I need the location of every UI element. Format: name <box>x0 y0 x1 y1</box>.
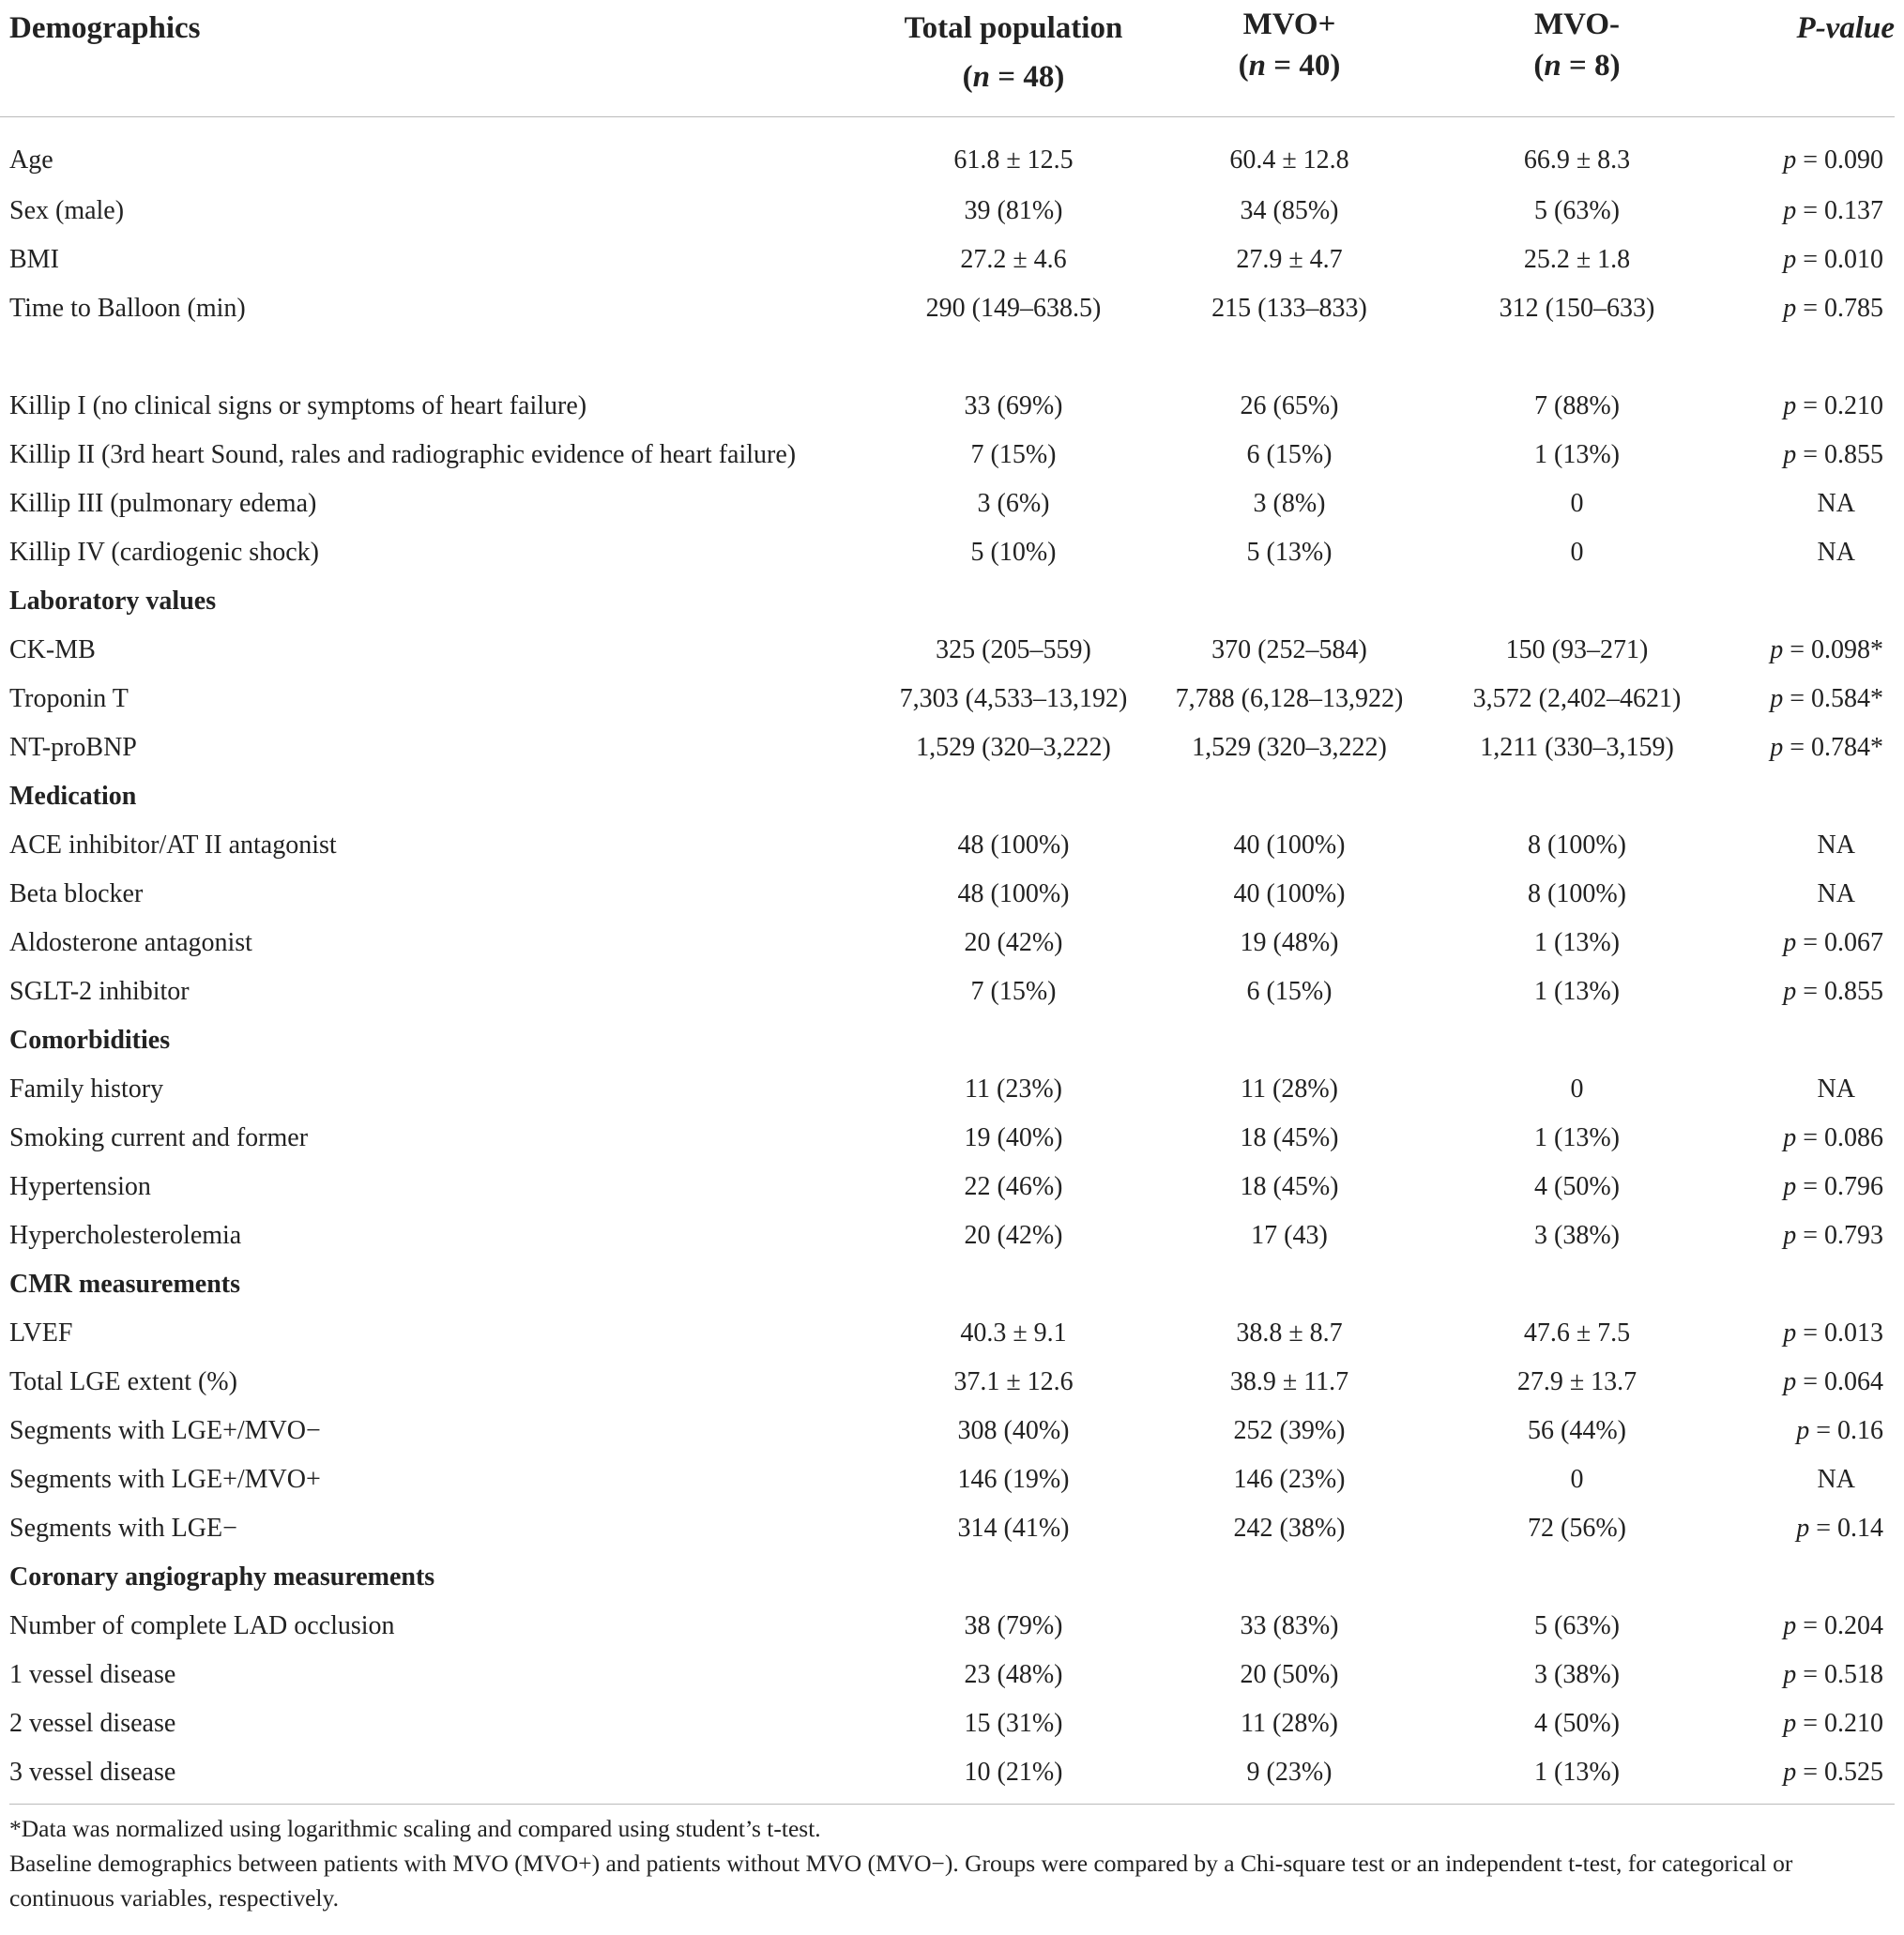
cell-mvo-negative: 5 (63%) <box>1534 1611 1620 1640</box>
cell-total-population: 1,529 (320–3,222) <box>916 733 1111 762</box>
cell-pvalue <box>1729 431 1895 480</box>
cell-mvo-positive: 18 (45%) <box>1240 1172 1339 1201</box>
n-symbol: n <box>972 60 991 94</box>
cell-pvalue: NA <box>1817 1074 1855 1104</box>
row-label: Time to Balloon (min) <box>9 294 246 323</box>
header-total-label: Total population <box>904 11 1123 45</box>
row-label: Killip III (pulmonary edema) <box>9 489 317 518</box>
row-label: SGLT-2 inhibitor <box>9 977 190 1006</box>
table-row <box>0 528 1895 577</box>
cell-total-population: 38 (79%) <box>964 1611 1063 1640</box>
cell-mvo-positive: 26 (65%) <box>1240 391 1339 420</box>
cell-total-population: 10 (21%) <box>964 1758 1063 1787</box>
cell-mvo-positive: 11 (28%) <box>1241 1709 1338 1738</box>
row-label: Beta blocker <box>9 879 144 908</box>
pvalue-number: = 0.090 <box>1796 145 1883 175</box>
cell-pvalue: NA <box>1817 830 1855 860</box>
table-row <box>0 870 1895 919</box>
cell-pvalue: NA <box>1817 489 1855 518</box>
cell-pvalue <box>1729 724 1895 772</box>
section-row <box>0 577 1895 626</box>
cell-total-population: 27.2 ± 4.6 <box>960 245 1067 274</box>
cell-total-population: 61.8 ± 12.5 <box>953 145 1074 175</box>
row-label: Hypercholesterolemia <box>9 1221 242 1250</box>
header-mvo-positive-n: (n = 40) <box>1238 49 1341 83</box>
cell-pvalue <box>1729 236 1895 284</box>
row-label: Sex (male) <box>9 196 125 225</box>
row-label: Killip II (3rd heart Sound, rales and radiographic evidence of heart failure) <box>9 440 797 469</box>
row-label: Troponin T <box>9 684 129 713</box>
cell-mvo-positive: 6 (15%) <box>1246 977 1333 1006</box>
cell-mvo-positive: 34 (85%) <box>1240 196 1339 225</box>
table-row <box>0 1699 1895 1748</box>
pvalue-symbol: p <box>1783 440 1797 469</box>
pvalue-symbol: p <box>1783 928 1797 957</box>
cell-mvo-positive: 40 (100%) <box>1233 879 1346 908</box>
table-row <box>0 1211 1895 1260</box>
table-row <box>0 1358 1895 1407</box>
pvalue-symbol: p <box>1783 1123 1797 1152</box>
table-row <box>0 968 1895 1016</box>
table-row <box>0 236 1895 284</box>
table-row <box>0 919 1895 968</box>
spacer-cell <box>0 333 1895 382</box>
cell-mvo-negative: 4 (50%) <box>1534 1709 1620 1738</box>
cell-mvo-negative: 0 <box>1570 1074 1584 1104</box>
pvalue-number: = 0.067 <box>1796 928 1883 957</box>
cell-mvo-positive: 17 (43) <box>1251 1221 1328 1250</box>
cell-total-population: 20 (42%) <box>964 1221 1063 1250</box>
pvalue-number: = 0.137 <box>1796 196 1883 225</box>
row-label: Segments with LGE+/MVO− <box>9 1416 321 1445</box>
cell-pvalue <box>1729 1602 1895 1651</box>
row-label: Family history <box>9 1074 164 1104</box>
section-row <box>0 1016 1895 1065</box>
n-symbol: n <box>1248 49 1267 83</box>
cell-mvo-negative: 1,211 (330–3,159) <box>1480 733 1674 762</box>
cell-mvo-positive: 27.9 ± 4.7 <box>1236 245 1343 274</box>
pvalue-symbol: p <box>1783 1172 1797 1201</box>
cell-pvalue <box>1729 968 1895 1016</box>
table-row <box>0 480 1895 528</box>
row-label: Aldosterone antagonist <box>9 928 252 957</box>
cell-pvalue <box>1729 626 1895 675</box>
table-row <box>0 1065 1895 1114</box>
pvalue-symbol: p <box>1783 145 1797 175</box>
row-label: Killip I (no clinical signs or symptoms of heart failure) <box>9 391 587 420</box>
table-row <box>0 1651 1895 1699</box>
section-label: Coronary angiography measurements <box>9 1562 435 1592</box>
pvalue-symbol: p <box>1796 1416 1810 1445</box>
cell-mvo-negative: 7 (88%) <box>1534 391 1620 420</box>
cell-total-population: 22 (46%) <box>964 1172 1063 1201</box>
pvalue-number: = 0.796 <box>1796 1172 1883 1201</box>
pvalue-number: = 0.784* <box>1783 733 1883 762</box>
cell-total-population: 37.1 ± 12.6 <box>953 1367 1074 1396</box>
table-footnotes <box>9 1811 1895 1915</box>
cell-total-population: 290 (149–638.5) <box>925 294 1102 323</box>
cell-pvalue <box>1729 1309 1895 1358</box>
table-row <box>0 821 1895 870</box>
table-row <box>0 1455 1895 1504</box>
table-row <box>0 382 1895 431</box>
pvalue-symbol: p <box>1770 733 1784 762</box>
pvalue-number: = 0.855 <box>1796 440 1883 469</box>
table-row <box>0 626 1895 675</box>
table-row <box>0 1114 1895 1163</box>
cell-pvalue <box>1729 1651 1895 1699</box>
cell-mvo-negative: 3 (38%) <box>1534 1221 1620 1250</box>
cell-total-population: 39 (81%) <box>964 196 1063 225</box>
cell-mvo-negative: 56 (44%) <box>1528 1416 1626 1445</box>
header-mvo-negative <box>1424 0 1729 117</box>
pvalue-number: = 0.584* <box>1783 684 1883 713</box>
row-label: BMI <box>9 245 59 274</box>
pvalue-number: = 0.013 <box>1796 1318 1883 1348</box>
pvalue-symbol: p <box>1783 391 1797 420</box>
cell-mvo-negative: 1 (13%) <box>1534 1758 1620 1787</box>
table-row <box>0 117 1895 188</box>
cell-mvo-positive: 370 (252–584) <box>1211 635 1367 664</box>
cell-mvo-negative: 8 (100%) <box>1528 879 1626 908</box>
cell-pvalue <box>1729 187 1895 236</box>
section-label: CMR measurements <box>9 1270 240 1299</box>
header-pvalue-label: P-value <box>1796 11 1895 45</box>
row-label: Segments with LGE− <box>9 1514 237 1543</box>
table-body <box>0 117 1895 1798</box>
cell-total-population: 325 (205–559) <box>936 635 1091 664</box>
header-demographics-label: Demographics <box>9 11 201 45</box>
pvalue-symbol: p <box>1796 1514 1810 1543</box>
cell-total-population: 15 (31%) <box>964 1709 1063 1738</box>
header-mvo-positive-label: MVO+ <box>1242 8 1336 41</box>
pvalue-symbol: p <box>1770 684 1784 713</box>
cell-pvalue <box>1729 1504 1895 1553</box>
cell-total-population: 7 (15%) <box>970 977 1057 1006</box>
section-label: Comorbidities <box>9 1026 171 1055</box>
table-row <box>0 187 1895 236</box>
section-label: Medication <box>9 782 137 811</box>
pvalue-number: = 0.793 <box>1796 1221 1883 1250</box>
cell-mvo-positive: 18 (45%) <box>1240 1123 1339 1152</box>
cell-mvo-positive: 38.9 ± 11.7 <box>1229 1367 1349 1396</box>
cell-mvo-negative: 0 <box>1570 489 1584 518</box>
table-row <box>0 1748 1895 1797</box>
cell-pvalue: NA <box>1817 1465 1855 1494</box>
cell-pvalue <box>1729 1699 1895 1748</box>
cell-mvo-positive: 252 (39%) <box>1233 1416 1346 1445</box>
pvalue-number: = 0.518 <box>1796 1660 1883 1689</box>
cell-pvalue <box>1729 117 1895 188</box>
cell-mvo-negative: 4 (50%) <box>1534 1172 1620 1201</box>
cell-mvo-positive: 3 (8%) <box>1253 489 1326 518</box>
cell-pvalue <box>1729 919 1895 968</box>
table-row <box>0 1602 1895 1651</box>
row-label: ACE inhibitor/AT II antagonist <box>9 830 337 860</box>
row-label: Total LGE extent (%) <box>9 1367 237 1396</box>
pvalue-symbol: p <box>1783 977 1797 1006</box>
cell-mvo-positive: 146 (23%) <box>1233 1465 1346 1494</box>
cell-pvalue <box>1729 1407 1895 1455</box>
section-row <box>0 772 1895 821</box>
cell-pvalue <box>1729 382 1895 431</box>
pvalue-number: = 0.14 <box>1809 1514 1883 1543</box>
footnote-caption: Baseline demographics between patients with MVO (MVO+) and patients without MVO (MVO−). Groups were compared by a Chi-square test or an independent t-test, for categorical or continuous variables, respectively. <box>9 1850 1793 1912</box>
cell-total-population: 308 (40%) <box>957 1416 1070 1445</box>
cell-pvalue <box>1729 284 1895 333</box>
cell-mvo-positive: 33 (83%) <box>1240 1611 1339 1640</box>
cell-mvo-negative: 8 (100%) <box>1528 830 1626 860</box>
pvalue-number: = 0.086 <box>1796 1123 1883 1152</box>
cell-total-population: 146 (19%) <box>957 1465 1070 1494</box>
cell-mvo-negative: 0 <box>1570 1465 1584 1494</box>
header-mvo-positive <box>1154 0 1424 117</box>
pvalue-symbol: p <box>1783 245 1797 274</box>
row-label: Killip IV (cardiogenic shock) <box>9 538 319 567</box>
n-symbol: n <box>1544 49 1561 83</box>
footnote-asterisk: *Data was normalized using logarithmic scaling and compared using student’s t-test. <box>9 1815 821 1842</box>
cell-pvalue <box>1729 675 1895 724</box>
section-label: Laboratory values <box>9 587 217 616</box>
cell-total-population: 33 (69%) <box>964 391 1063 420</box>
footer-divider <box>9 1804 1895 1805</box>
pvalue-number: = 0.210 <box>1796 391 1883 420</box>
row-label: Hypertension <box>9 1172 151 1201</box>
pvalue-symbol: p <box>1783 1758 1797 1787</box>
cell-total-population: 19 (40%) <box>964 1123 1063 1152</box>
table-header <box>0 0 1895 117</box>
header-pvalue <box>1729 0 1895 117</box>
header-total-population <box>873 0 1154 117</box>
spacer-row <box>0 333 1895 382</box>
row-label: Age <box>9 145 53 175</box>
pvalue-number: = 0.16 <box>1809 1416 1883 1445</box>
cell-mvo-negative: 150 (93–271) <box>1505 635 1649 664</box>
cell-total-population: 23 (48%) <box>964 1660 1063 1689</box>
section-row <box>0 1260 1895 1309</box>
pvalue-symbol: p <box>1783 1660 1797 1689</box>
pvalue-symbol: p <box>1783 1221 1797 1250</box>
pvalue-number: = 0.855 <box>1796 977 1883 1006</box>
section-row <box>0 1553 1895 1602</box>
cell-mvo-positive: 1,529 (320–3,222) <box>1192 733 1387 762</box>
cell-mvo-negative: 312 (150–633) <box>1499 294 1655 323</box>
cell-mvo-positive: 20 (50%) <box>1240 1660 1339 1689</box>
cell-mvo-negative: 1 (13%) <box>1534 440 1620 469</box>
row-label: 3 vessel disease <box>9 1758 176 1787</box>
table-row <box>0 284 1895 333</box>
row-label: 1 vessel disease <box>9 1660 176 1689</box>
cell-pvalue: NA <box>1817 538 1855 567</box>
table-row <box>0 1309 1895 1358</box>
cell-mvo-negative: 25.2 ± 1.8 <box>1523 245 1631 274</box>
cell-mvo-positive: 38.8 ± 8.7 <box>1236 1318 1343 1348</box>
pvalue-symbol: p <box>1770 635 1784 664</box>
cell-total-population: 48 (100%) <box>957 830 1070 860</box>
cell-mvo-positive: 6 (15%) <box>1246 440 1333 469</box>
table-row <box>0 1504 1895 1553</box>
table-row <box>0 675 1895 724</box>
row-label: LVEF <box>9 1318 73 1348</box>
cell-mvo-positive: 40 (100%) <box>1233 830 1346 860</box>
cell-mvo-negative: 27.9 ± 13.7 <box>1516 1367 1637 1396</box>
cell-mvo-positive: 5 (13%) <box>1246 538 1333 567</box>
cell-mvo-positive: 215 (133–833) <box>1211 294 1367 323</box>
cell-pvalue: NA <box>1817 879 1855 908</box>
pvalue-number: = 0.204 <box>1796 1611 1883 1640</box>
cell-total-population: 314 (41%) <box>957 1514 1070 1543</box>
cell-mvo-negative: 1 (13%) <box>1534 977 1620 1006</box>
cell-mvo-negative: 66.9 ± 8.3 <box>1523 145 1631 175</box>
row-label: Smoking current and former <box>9 1123 309 1152</box>
row-label: Segments with LGE+/MVO+ <box>9 1465 321 1494</box>
cell-mvo-positive: 19 (48%) <box>1240 928 1339 957</box>
row-label: CK-MB <box>9 635 96 664</box>
cell-mvo-negative: 5 (63%) <box>1534 196 1620 225</box>
pvalue-symbol: p <box>1783 1318 1797 1348</box>
cell-total-population: 3 (6%) <box>977 489 1050 518</box>
header-total-n: (n = 48) <box>962 60 1065 94</box>
cell-total-population: 11 (23%) <box>965 1074 1062 1104</box>
table-row <box>0 1407 1895 1455</box>
pvalue-symbol: p <box>1783 294 1797 323</box>
cell-total-population: 40.3 ± 9.1 <box>960 1318 1067 1348</box>
pvalue-number: = 0.064 <box>1796 1367 1883 1396</box>
header-mvo-negative-label: MVO- <box>1534 8 1620 41</box>
cell-pvalue <box>1729 1163 1895 1211</box>
table-row <box>0 724 1895 772</box>
row-label: NT-proBNP <box>9 733 137 762</box>
row-label: 2 vessel disease <box>9 1709 176 1738</box>
pvalue-symbol: p <box>1783 196 1797 225</box>
cell-mvo-negative: 0 <box>1570 538 1584 567</box>
pvalue-number: = 0.098* <box>1783 635 1883 664</box>
cell-mvo-positive: 60.4 ± 12.8 <box>1229 145 1349 175</box>
table-row <box>0 431 1895 480</box>
cell-total-population: 48 (100%) <box>957 879 1070 908</box>
cell-pvalue <box>1729 1211 1895 1260</box>
cell-mvo-positive: 11 (28%) <box>1241 1074 1338 1104</box>
pvalue-symbol: p <box>1783 1367 1797 1396</box>
cell-total-population: 5 (10%) <box>970 538 1057 567</box>
header-demographics <box>0 0 873 117</box>
cell-mvo-positive: 7,788 (6,128–13,922) <box>1175 684 1404 713</box>
pvalue-number: = 0.010 <box>1796 245 1883 274</box>
row-label: Number of complete LAD occlusion <box>9 1611 395 1640</box>
cell-mvo-negative: 47.6 ± 7.5 <box>1523 1318 1631 1348</box>
cell-total-population: 7 (15%) <box>970 440 1057 469</box>
cell-mvo-positive: 9 (23%) <box>1246 1758 1333 1787</box>
cell-pvalue <box>1729 1114 1895 1163</box>
cell-pvalue <box>1729 1358 1895 1407</box>
pvalue-number: = 0.525 <box>1796 1758 1883 1787</box>
pvalue-symbol: p <box>1783 1709 1797 1738</box>
cell-mvo-negative: 72 (56%) <box>1528 1514 1626 1543</box>
cell-mvo-negative: 1 (13%) <box>1534 1123 1620 1152</box>
header-row <box>0 0 1895 117</box>
pvalue-number: = 0.210 <box>1796 1709 1883 1738</box>
cell-mvo-positive: 242 (38%) <box>1233 1514 1346 1543</box>
cell-mvo-negative: 1 (13%) <box>1534 928 1620 957</box>
cell-total-population: 7,303 (4,533–13,192) <box>899 684 1128 713</box>
pvalue-symbol: p <box>1783 1611 1797 1640</box>
cell-mvo-negative: 3,572 (2,402–4621) <box>1472 684 1682 713</box>
cell-total-population: 20 (42%) <box>964 928 1063 957</box>
pvalue-number: = 0.785 <box>1796 294 1883 323</box>
header-mvo-negative-n: (n = 8) <box>1533 49 1621 83</box>
cell-mvo-negative: 3 (38%) <box>1534 1660 1620 1689</box>
cell-pvalue <box>1729 1748 1895 1797</box>
table-row <box>0 1163 1895 1211</box>
